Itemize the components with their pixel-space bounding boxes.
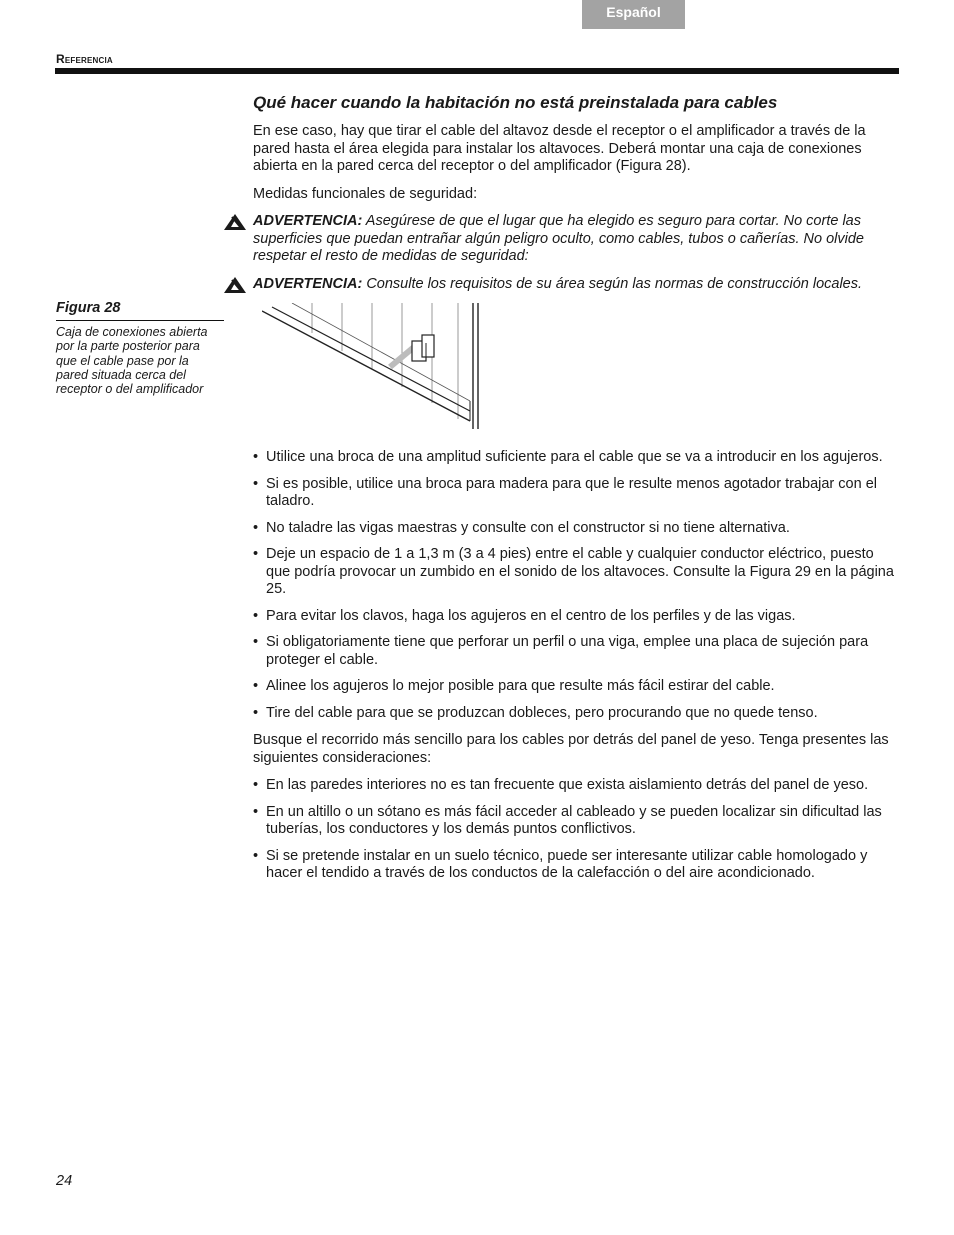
wall-junction-box-drawing <box>262 303 494 429</box>
figure-caption: Caja de conexiones abierta por la parte posterior para que el cable pase por la pared situada cerca del receptor o del amplificador <box>56 325 208 397</box>
list-item-text: Si obligatoriamente tiene que perforar un perfil o una viga, emplee una placa de sujeción para proteger el cable. <box>266 634 869 668</box>
warning-triangle-icon <box>224 214 246 230</box>
bullet-icon: • <box>253 704 259 721</box>
bullet-icon: • <box>253 519 259 536</box>
header-rule <box>55 68 899 74</box>
list-item <box>253 678 898 696</box>
list-item <box>253 705 898 723</box>
measures-label: Medidas funcionales de seguridad: <box>253 185 478 202</box>
bullet-icon: • <box>253 607 259 624</box>
list-item-text: Si es posible, utilice una broca para madera para que le resulte menos agotador trabajar con el taladro. <box>266 475 877 509</box>
list-item <box>253 777 898 795</box>
list-item-text: Tire del cable para que se produzcan dobleces, pero procurando que no quede tenso. <box>266 704 818 721</box>
list-item-text: Alinee los agujeros lo mejor posible para que resulte más fácil estirar del cable. <box>266 678 775 694</box>
figure-sidebar <box>56 300 224 396</box>
list-item <box>253 634 898 669</box>
bullet-icon: • <box>253 678 259 694</box>
bullet-icon: • <box>253 803 259 820</box>
list-item-text: No taladre las vigas maestras y consulte con el constructor si no tiene alternativa. <box>266 519 790 536</box>
list-item-text: Deje un espacio de 1 a 1,3 m (3 a 4 pies) entre el cable y cualquier conductor eléctrico, puesto que podría provocar un zumbido en el sonido de los altavoces. Consulte la Figura 29 en la página 25. <box>266 546 894 597</box>
warning-label: ADVERTENCIA: <box>253 275 363 292</box>
list-item-text: Utilice una broca de una amplitud suficiente para el cable que se va a introducir en los agujeros. <box>266 449 883 465</box>
bullet-icon: • <box>253 475 259 492</box>
language-tab[interactable]: Español <box>582 0 685 29</box>
bullet-icon: • <box>253 777 259 793</box>
warning-triangle-icon <box>224 277 246 293</box>
bullet-icon: • <box>253 546 259 562</box>
bullet-icon: • <box>253 634 259 650</box>
list-item <box>253 449 898 467</box>
warning-text: Asegúrese de que el lugar que ha elegido es seguro para cortar. No corte las superficies que puedan entrañar algún peligro oculto, como cables, tubos o cañerías. No olvide respetar el resto de medidas de seguridad: <box>253 213 864 264</box>
figure-title: Figura 28 <box>56 300 224 321</box>
page-number: 24 <box>56 1173 73 1189</box>
bullet-icon: • <box>253 449 259 465</box>
list-item <box>253 546 898 599</box>
warning-2 <box>253 276 898 294</box>
drilling-tips-list <box>253 449 898 722</box>
list-item <box>253 476 898 511</box>
warning-1 <box>253 213 898 266</box>
list-item <box>253 520 898 538</box>
route-paragraph: Busque el recorrido más sencillo para los cables por detrás del panel de yeso. Tenga presentes las siguientes consideraciones: <box>253 732 889 766</box>
main-content <box>253 92 898 893</box>
list-item-text: En las paredes interiores no es tan frecuente que exista aislamiento detrás del panel de yeso. <box>266 777 869 793</box>
section-label: Referencia <box>56 52 113 66</box>
list-item-text: Si se pretende instalar en un suelo técnico, puede ser interesante utilizar cable homologado y hacer el tendido a través de los conductos de la calefacción o del aire acondicionado. <box>266 847 868 881</box>
figure-28-illustration <box>253 303 898 435</box>
list-item <box>253 608 898 626</box>
considerations-list <box>253 777 898 883</box>
bullet-icon: • <box>253 847 259 864</box>
warning-label: ADVERTENCIA: <box>253 213 363 229</box>
list-item <box>253 848 898 883</box>
list-item-text: En un altillo o un sótano es más fácil acceder al cableado y se pueden localizar sin dificultad las tuberías, los conductores y los demás puntos conflictivos. <box>266 803 882 837</box>
section-title: Qué hacer cuando la habitación no está preinstalada para cables <box>253 93 778 112</box>
intro-paragraph: En ese caso, hay que tirar el cable del altavoz desde el receptor o el amplificador a través de la pared hasta el área elegida para instalar los altavoces. Deberá montar una caja de conexiones abierta en la pared cerca del receptor o del amplificador (Figura 28). <box>253 123 866 174</box>
warning-text: Consulte los requisitos de su área según las normas de construcción locales. <box>366 275 863 292</box>
list-item-text: Para evitar los clavos, haga los agujeros en el centro de los perfiles y de las vigas. <box>266 607 796 624</box>
list-item <box>253 804 898 839</box>
